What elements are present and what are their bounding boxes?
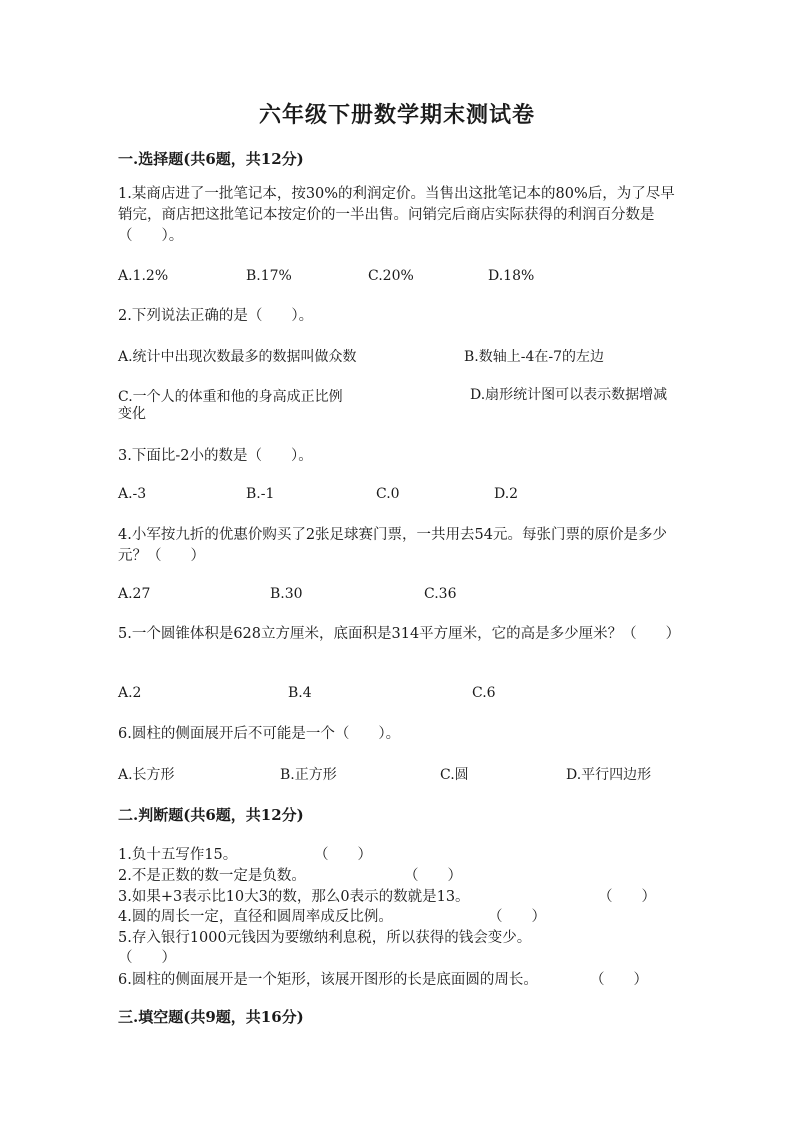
section-heading-fill: 三.填空题(共9题，共16分) <box>118 1008 304 1026</box>
q2-option-c: C.一个人的体重和他的身高成正比例 <box>118 389 343 405</box>
question-4-stem: 4.小军按九折的优惠价购买了2张足球赛门票，一共用去54元。每张门票的原价是多少元？（ ） <box>118 527 668 564</box>
q2-option-b: B.数轴上-4在-7的左边 <box>464 349 605 365</box>
q4-option-c: C.36 <box>424 586 457 602</box>
page-title: 六年级下册数学期末测试卷 <box>258 102 535 128</box>
q4-option-a: A.27 <box>118 586 151 602</box>
q2-option-a: A.统计中出现次数最多的数据叫做众数 <box>118 349 357 365</box>
judge-item-3-answer-blank: （ ） <box>598 889 656 905</box>
judge-item-6-answer-blank: （ ） <box>590 972 648 988</box>
q1-option-b: B.17% <box>246 268 292 284</box>
judge-item-6: 6.圆柱的侧面展开是一个矩形，该展开图形的长是底面圆的周长。 <box>118 972 538 988</box>
q6-option-d: D.平行四边形 <box>566 767 652 783</box>
question-6-stem: 6.圆柱的侧面展开后不可能是一个（ ）。 <box>118 726 401 742</box>
question-3-stem: 3.下面比-2小的数是（ ）。 <box>118 448 313 464</box>
judge-item-2-answer-blank: （ ） <box>404 868 462 884</box>
q3-option-d: D.2 <box>494 486 519 502</box>
q4-option-b: B.30 <box>270 586 303 602</box>
judge-item-1: 1.负十五写作15。 <box>118 847 238 863</box>
q3-option-c: C.0 <box>376 486 400 502</box>
q3-option-a: A.-3 <box>118 486 147 502</box>
judge-item-5-answer-blank: （ ） <box>118 950 176 966</box>
q2-option-d: D.扇形统计图可以表示数据增减变化 <box>118 387 668 422</box>
q5-option-a: A.2 <box>118 685 142 701</box>
q5-option-b: B.4 <box>288 685 312 701</box>
q1-option-a: A.1.2% <box>118 268 169 284</box>
judge-item-1-answer-blank: （ ） <box>314 847 372 863</box>
question-1-stem: 1.某商店进了一批笔记本，按30%的利润定价。当售出这批笔记本的80%后，为了尽早销完，商店把这批笔记本按定价的一半出售。问销完后商店实际获得的利润百分数是（ ）。 <box>118 186 675 244</box>
q6-option-a: A.长方形 <box>118 767 175 783</box>
q1-option-c: C.20% <box>368 268 414 284</box>
judge-item-3: 3.如果+3表示比10大3的数，那么0表示的数就是13。 <box>118 889 470 905</box>
judge-item-2: 2.不是正数的数一定是负数。 <box>118 868 306 884</box>
q5-option-c: C.6 <box>472 685 496 701</box>
section-heading-judge: 二.判断题(共6题，共12分) <box>118 806 304 824</box>
q6-option-c: C.圆 <box>440 767 469 783</box>
q1-option-d: D.18% <box>488 268 535 284</box>
judge-item-4-answer-blank: （ ） <box>488 909 546 925</box>
judge-item-4: 4.圆的周长一定，直径和圆周率成反比例。 <box>118 909 393 925</box>
question-5-stem: 5.一个圆锥体积是628立方厘米，底面积是314平方厘米，它的高是多少厘米？（ ） <box>118 626 681 642</box>
section-heading-choice: 一.选择题(共6题，共12分) <box>118 150 304 168</box>
q3-option-b: B.-1 <box>246 486 275 502</box>
judge-item-5: 5.存入银行1000元钱因为要缴纳利息税，所以获得的钱会变少。 <box>118 930 532 946</box>
question-2-stem: 2.下列说法正确的是（ ）。 <box>118 308 314 324</box>
q6-option-b: B.正方形 <box>280 767 337 783</box>
